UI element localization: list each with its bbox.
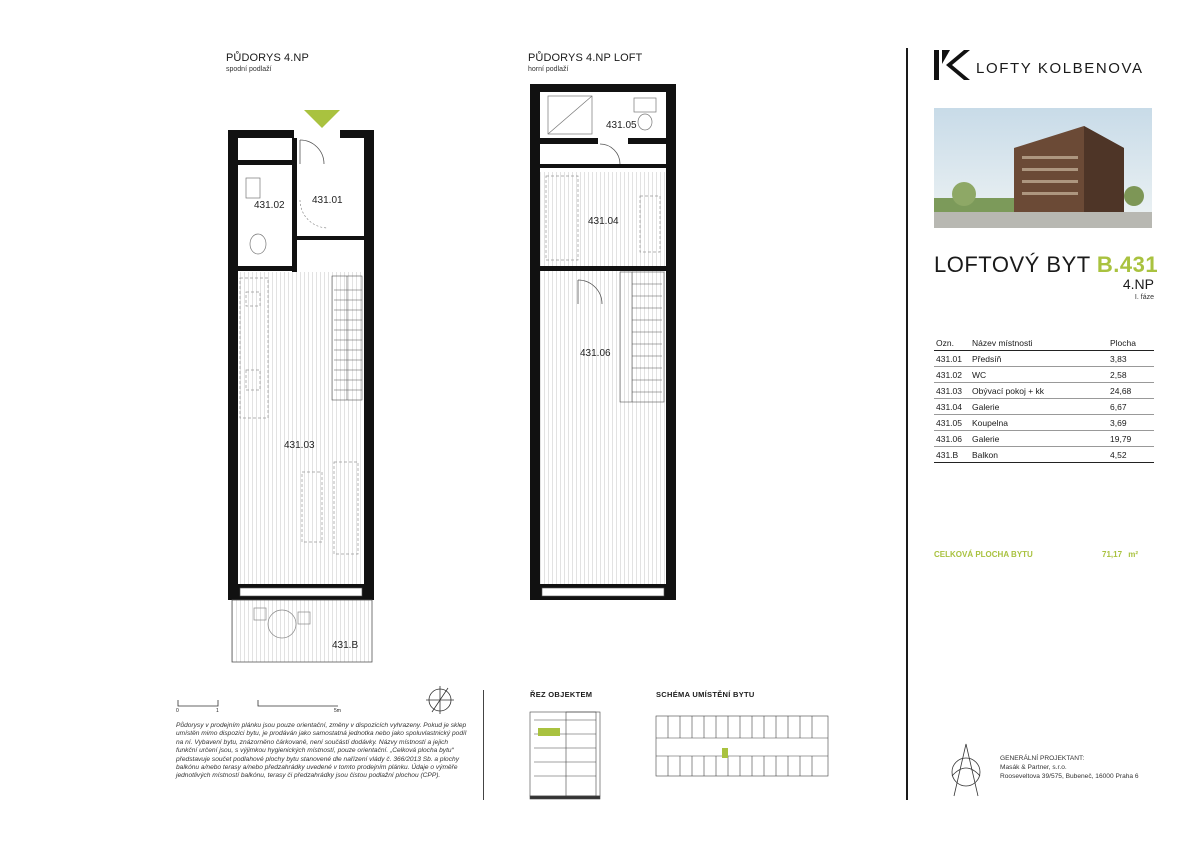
designer-company: Masák & Partner, s.r.o.: [1000, 764, 1067, 771]
table-row: [934, 351, 1154, 367]
table-row: [934, 383, 1154, 399]
designer-address: Rooseveltova 39/575, Bubeneč, 16000 Praha 6: [1000, 773, 1139, 780]
brand-logo-icon: [934, 50, 970, 80]
location-scheme: [656, 716, 828, 776]
cell-name: WC: [970, 367, 1108, 383]
rooms-table-header: [934, 336, 1154, 351]
cell-area: 3,69: [1108, 415, 1154, 431]
flat-code: B.431: [1096, 252, 1159, 277]
flat-phase: I. fáze: [1134, 294, 1154, 301]
designer-logo: [952, 744, 980, 796]
north-arrow: [426, 686, 454, 714]
room-label-431-06: 431.06: [580, 348, 611, 359]
table-row: [934, 367, 1154, 383]
flat-title: [934, 252, 1158, 278]
room-label-431-01: 431.01: [312, 195, 343, 206]
section-title-cut: ŘEZ OBJEKTEM: [530, 690, 593, 699]
col-area: Plocha: [1108, 336, 1154, 351]
cell-name: Obývací pokoj + kk: [970, 383, 1108, 399]
cell-id: 431.03: [934, 383, 970, 399]
col-id: Ozn.: [934, 336, 970, 351]
cell-id: 431.05: [934, 415, 970, 431]
table-row: [934, 399, 1154, 415]
cell-id: 431.04: [934, 399, 970, 415]
cell-area: 3,83: [1108, 351, 1154, 367]
cell-id: 431.06: [934, 431, 970, 447]
cell-area: 2,58: [1108, 367, 1154, 383]
cell-name: Galerie: [970, 399, 1108, 415]
scale-bar: [178, 700, 338, 706]
cell-name: Koupelna: [970, 415, 1108, 431]
flat-title-prefix: LOFTOVÝ BYT: [934, 252, 1091, 277]
total-area-unit: m²: [1128, 550, 1139, 559]
upper-plan-title: PŮDORYS 4.NP LOFT: [528, 52, 643, 64]
brand-name: LOFTY KOLBENOVA: [976, 60, 1144, 77]
section-title-scheme: SCHÉMA UMÍSTĚNÍ BYTU: [656, 690, 755, 699]
total-area-number: 71,17: [1102, 550, 1123, 559]
flat-floor: 4.NP: [1122, 276, 1154, 292]
total-area-label: CELKOVÁ PLOCHA BYTU: [934, 550, 1033, 559]
total-area-value: [1102, 550, 1138, 559]
cell-area: 6,67: [1108, 399, 1154, 415]
lower-floor-plan: [228, 110, 374, 662]
room-label-431-04: 431.04: [588, 216, 619, 227]
designer-label: GENERÁLNÍ PROJEKTANT:: [1000, 755, 1085, 762]
disclaimer-note: Půdorysy v prodejním plánku jsou pouze orientační, změny v dispozicích vyhrazeny. Pokud je sklep umístěn mimo dispozici bytu, je prodáván jako samostatná jednotka nebo jako spoluvlastnický podíl na ní. Vybavení bytu, znázorněno čárkovaně, není součástí dodávky. Názvy místností a jejich funkční určení jsou, s výjimkou hygienických místností, pouze orientační. „Celková plocha bytu“ představuje součet podlahové plochy bytu stanovené dle nařízení vlády č. 366/2013 Sb. a plochy balkónu a/nebo terasy a/nebo předzahrádky uvedené v tomto prodejním plánku. Údaje o výměře jednotlivých místností balkónu, terasy či předzahrádky jsou čistou podlažní plochou (CPP).: [176, 722, 467, 780]
building-section: [530, 712, 600, 799]
col-name: Název místnosti: [970, 336, 1108, 351]
room-label-431-05: 431.05: [606, 120, 637, 131]
lower-plan-title: PŮDORYS 4.NP: [226, 52, 309, 64]
table-row: [934, 415, 1154, 431]
building-photo: [934, 108, 1152, 228]
panel-divider: [906, 48, 908, 800]
cell-area: 19,79: [1108, 431, 1154, 447]
cell-name: Předsíň: [970, 351, 1108, 367]
bottom-divider: [483, 690, 484, 800]
cell-name: Galerie: [970, 431, 1108, 447]
rooms-table: [934, 336, 1154, 463]
lower-plan-subtitle: spodní podlaží: [226, 66, 272, 73]
upper-plan-subtitle: horní podlaží: [528, 66, 569, 73]
scale-label-mid: 1: [216, 708, 219, 714]
cell-area: 24,68: [1108, 383, 1154, 399]
room-label-431-b: 431.B: [332, 640, 359, 651]
cell-id: 431.01: [934, 351, 970, 367]
room-label-431-03: 431.03: [284, 440, 315, 451]
scale-label-start: 0: [176, 708, 179, 714]
cell-name: Balkon: [970, 447, 1108, 463]
designer-info: [1000, 754, 1170, 781]
cell-id: 431.B: [934, 447, 970, 463]
scale-label-end: 5m: [334, 708, 341, 714]
cell-id: 431.02: [934, 367, 970, 383]
cell-area: 4,52: [1108, 447, 1154, 463]
table-row: [934, 447, 1154, 463]
room-label-431-02: 431.02: [254, 200, 285, 211]
table-row: [934, 431, 1154, 447]
upper-floor-plan: [530, 84, 676, 600]
